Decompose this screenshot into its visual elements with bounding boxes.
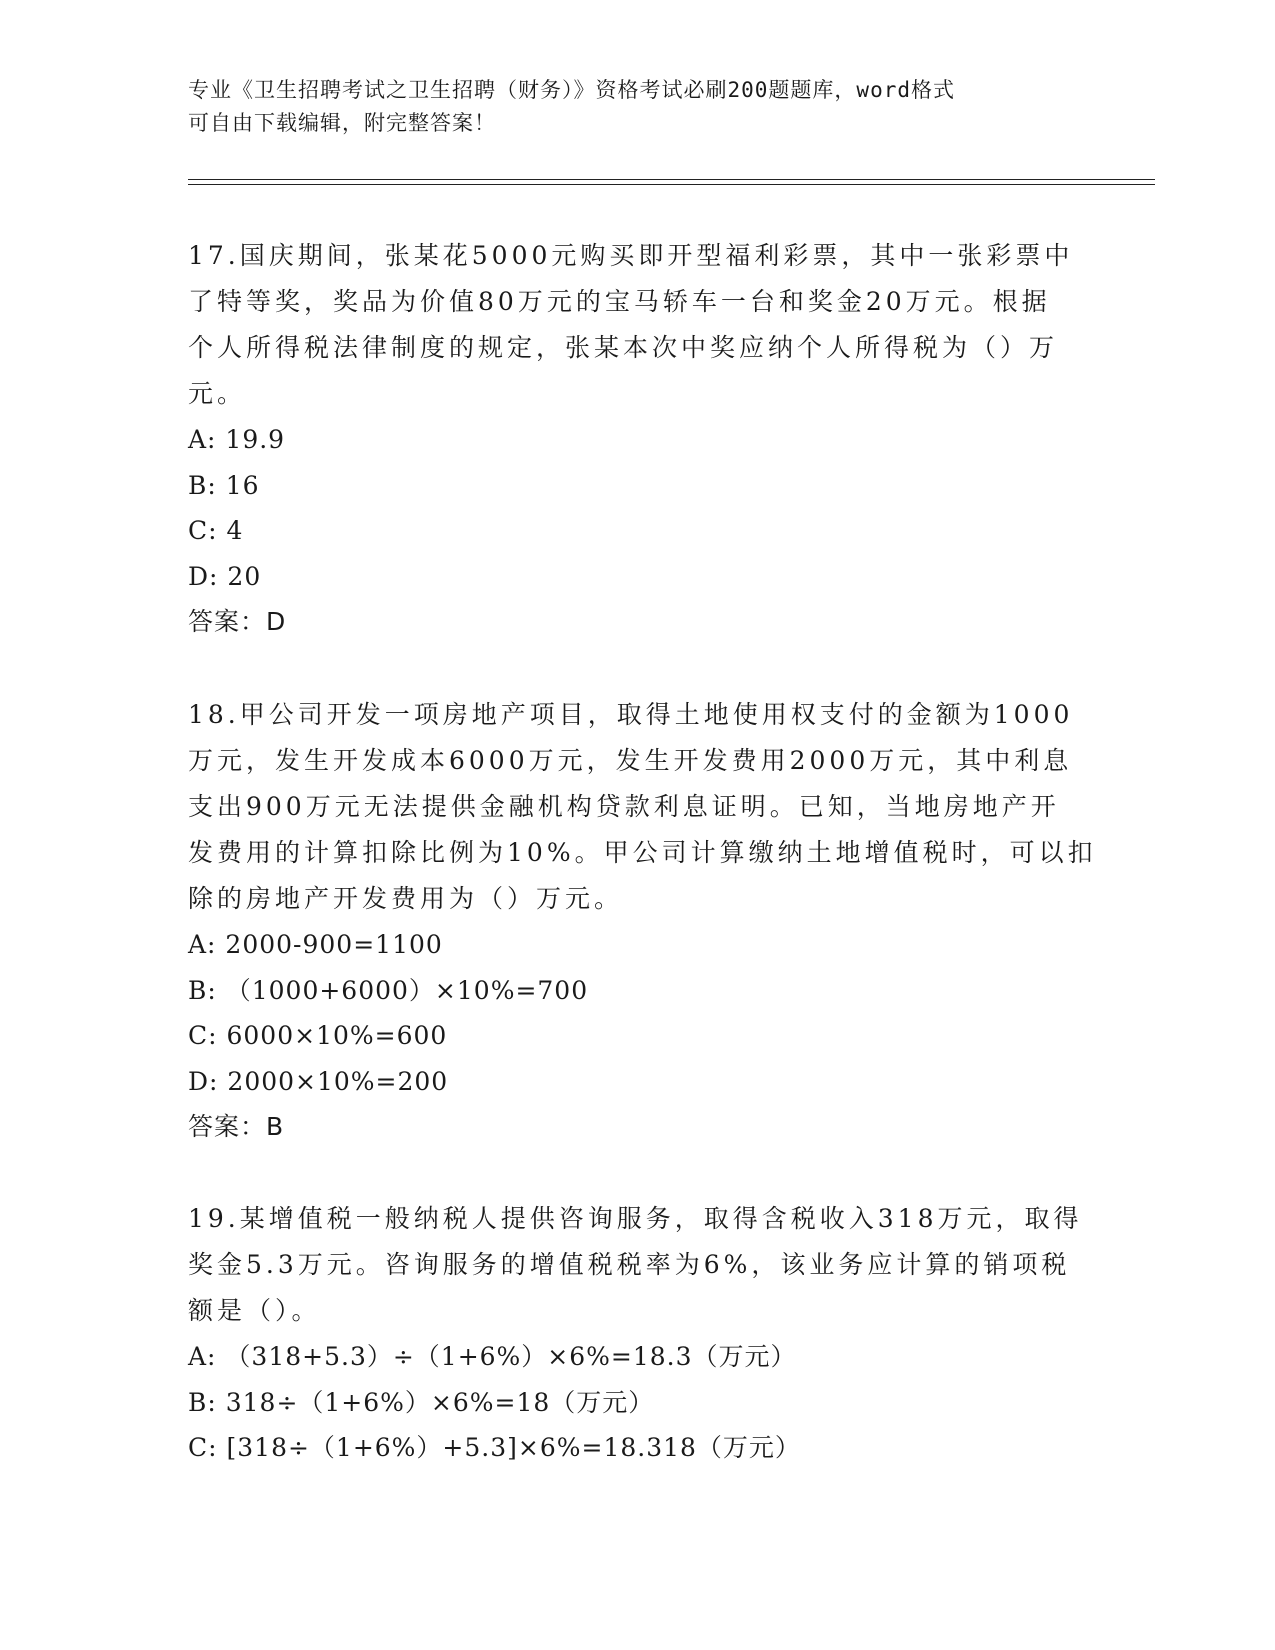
question-line: 支出900万元无法提供金融机构贷款利息证明。已知，当地房地产开 bbox=[188, 792, 1060, 821]
option-c: C: 4 bbox=[188, 516, 244, 545]
question-line: 18.甲公司开发一项房地产项目，取得土地使用权支付的金额为1000 bbox=[188, 700, 1074, 729]
document-header bbox=[188, 74, 1088, 140]
question-line: 19.某增值税一般纳税人提供咨询服务，取得含税收入318万元，取得 bbox=[188, 1204, 1083, 1233]
question-stem bbox=[188, 692, 1097, 922]
question-line: 发费用的计算扣除比例为10%。甲公司计算缴纳土地增值税时，可以扣 bbox=[188, 838, 1097, 867]
question-line: 额是（）。 bbox=[188, 1296, 321, 1325]
option-a: A: 2000-900=1100 bbox=[188, 930, 443, 959]
question-line: 万元，发生开发成本6000万元，发生开发费用2000万元，其中利息 bbox=[188, 746, 1073, 775]
question-stem bbox=[188, 233, 1088, 417]
header-divider bbox=[188, 179, 1155, 180]
question-19 bbox=[188, 1196, 1088, 1471]
option-d: D: 2000×10%=200 bbox=[188, 1066, 449, 1096]
question-line: 除的房地产开发费用为（）万元。 bbox=[188, 884, 624, 913]
question-stem bbox=[188, 1196, 1088, 1334]
answer-key: 答案：B bbox=[188, 1112, 285, 1141]
option-a: A: 19.9 bbox=[188, 425, 286, 454]
question-line: 元。 bbox=[188, 379, 247, 408]
question-line: 17.国庆期间，张某花5000元购买即开型福利彩票，其中一张彩票中 bbox=[188, 241, 1074, 270]
header-line: 可自由下载编辑，附完整答案！ bbox=[188, 111, 496, 135]
answer-key: 答案：D bbox=[188, 607, 287, 636]
option-c: C: 6000×10%=600 bbox=[188, 1021, 448, 1050]
option-a: A: （318+5.3）÷（1+6%）×6%=18.3（万元） bbox=[188, 1342, 797, 1371]
question-line: 个人所得税法律制度的规定，张某本次中奖应纳个人所得税为（）万 bbox=[188, 333, 1059, 362]
header-divider bbox=[188, 184, 1155, 185]
option-d: D: 20 bbox=[188, 561, 262, 591]
option-b: B: 16 bbox=[188, 470, 260, 500]
option-b: B: （1000+6000）×10%=700 bbox=[188, 975, 589, 1005]
question-line: 了特等奖，奖品为价值80万元的宝马轿车一台和奖金20万元。根据 bbox=[188, 287, 1051, 316]
question-18 bbox=[188, 692, 1097, 1149]
option-c: C: [318÷（1+6%）+5.3]×6%=18.318（万元） bbox=[188, 1433, 801, 1462]
question-line: 奖金5.3万元。咨询服务的增值税税率为6%，该业务应计算的销项税 bbox=[188, 1250, 1071, 1279]
question-17 bbox=[188, 233, 1088, 644]
option-b: B: 318÷（1+6%）×6%=18（万元） bbox=[188, 1387, 655, 1417]
header-line: 专业《卫生招聘考试之卫生招聘（财务）》资格考试必刷200题题库，word格式 bbox=[188, 78, 955, 102]
